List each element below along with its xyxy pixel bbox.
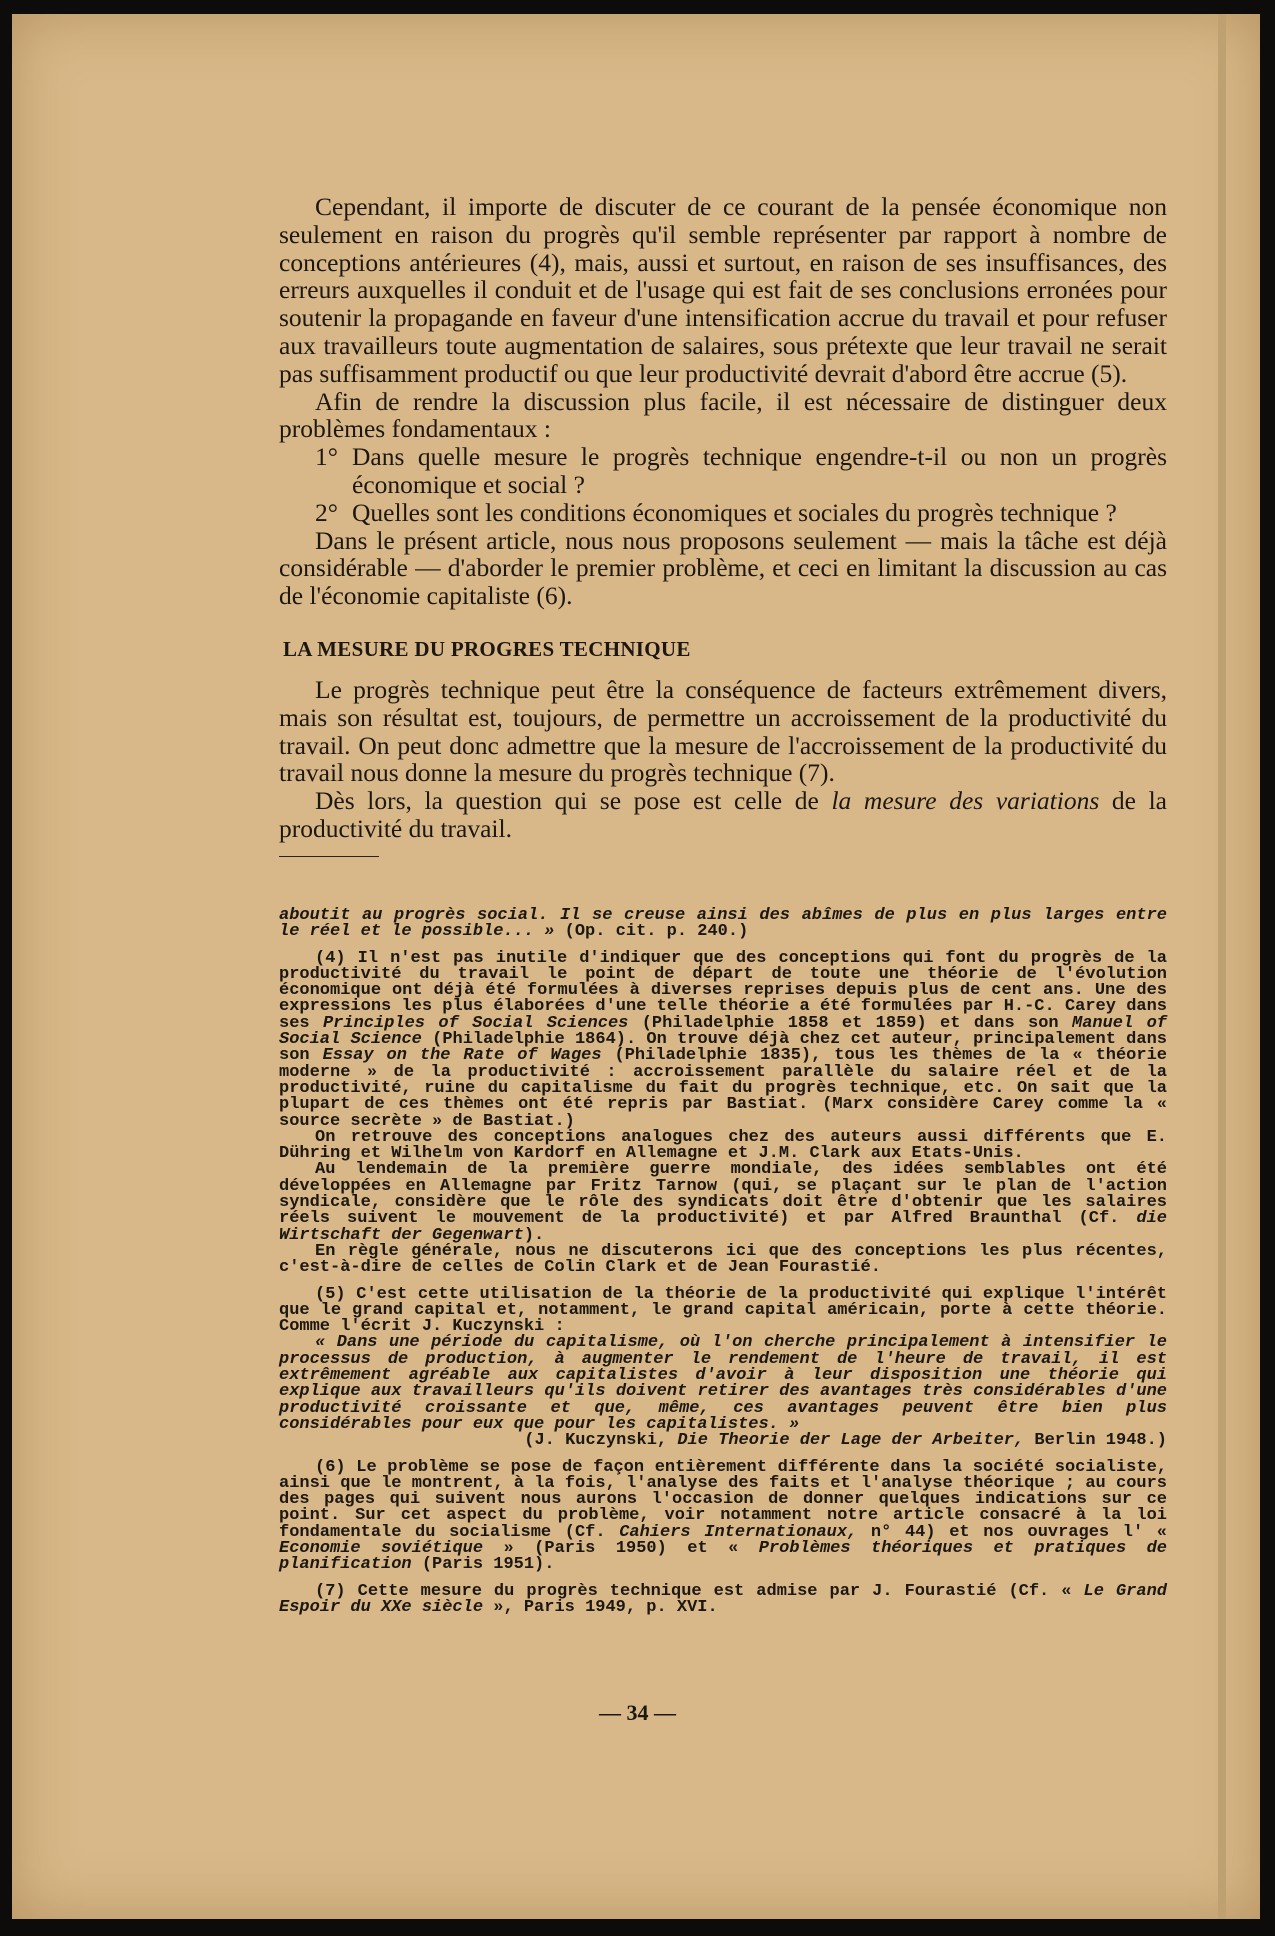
emphasis: die Wirtschaft der Gegenwart bbox=[279, 1209, 1167, 1245]
list-number: 2° bbox=[315, 497, 338, 527]
footnotes bbox=[279, 908, 1167, 1616]
text-run: » (Paris 1950) et « bbox=[483, 1538, 759, 1558]
list-text: Dans quelle mesure le progrès technique engendre-t-il ou non un progrès économique et social ? bbox=[352, 442, 1167, 499]
list-number: 1° bbox=[315, 442, 338, 472]
text-run: Dès lors, la question qui se pose est celle de bbox=[315, 786, 832, 816]
text-run: (J. Kuczynski, bbox=[524, 1431, 678, 1451]
text-run: (Philadelphie 1858 et 1859) et dans son bbox=[628, 1013, 1072, 1033]
text-run: Au lendemain de la première guerre mondiale, des idées semblables ont été développées en Allemagne par Fritz Tarnow (qui, se plaçant sur le plan de l'action syndicale, considère que le rôle des syndicats doit être d'obtenir que les salaires réels suivent le mouvement de la productivité) et par Alfred Braunthal (Cf. bbox=[279, 1160, 1167, 1229]
text-run: (Paris 1951). bbox=[411, 1555, 555, 1575]
text-run: (Philadelphie 1835), tous les thèmes de la « théorie moderne » de la productivité : accroissement parallèle du salaire réel et de la productivité, ruine du capitalisme du fait du progrès technique, etc. On sait que la plupart de ces thèmes ont été repris par Bastiat. (Marx considère Carey comme la « source secrète » de Bastiat.) bbox=[279, 1046, 1167, 1131]
text-run: ). bbox=[523, 1225, 545, 1245]
text-run: de la productivité du travail. bbox=[279, 786, 1167, 843]
emphasis: Le Grand Espoir du XXe siècle bbox=[279, 1581, 1167, 1617]
footnote-paragraph: En règle générale, nous ne discuterons ici que des conceptions les plus récentes, c'est-à-dire de celles de Colin Clark et de Jean Fourastié. bbox=[279, 1241, 1167, 1278]
footnote-continuation bbox=[279, 908, 1167, 941]
paragraph bbox=[279, 787, 1167, 843]
text-run: n° 44) et nos ouvrages l' « bbox=[857, 1522, 1167, 1542]
list-item bbox=[279, 499, 1167, 527]
paragraph: Afin de rendre la discussion plus facile, il est nécessaire de distinguer deux problèmes fondamentaux : bbox=[279, 386, 1167, 444]
text-run: (Op. cit. p. 240.) bbox=[554, 922, 749, 942]
footnote-6 bbox=[279, 1457, 1167, 1575]
emphasis: Principles of Social Sciences bbox=[322, 1013, 629, 1033]
footnote-citation bbox=[279, 1433, 1167, 1449]
footnote-rule bbox=[279, 856, 379, 857]
emphasis: Die Theorie der Lage der Arbeiter, bbox=[677, 1431, 1025, 1451]
paragraph: Le progrès technique peut être la conséquence de facteurs extrêmement divers, mais son résultat est, toujours, de permettre un accroissement de la productivité du travail. On peut donc admettre que la mesure de l'accroissement de la productivité du travail nous donne la mesure du progrès technique (7). bbox=[279, 674, 1167, 788]
page-number: — 34 — bbox=[599, 1700, 676, 1725]
text-run: », Paris 1949, p. XVI. bbox=[483, 1597, 718, 1617]
footnote-quote: « Dans une période du capitalisme, où l'on cherche principalement à intensifier le processus de production, à augmenter le rendement de l'heure de travail, il est extrêmement agréable aux capitalistes d'avoir à leur disposition une théorie qui explique aux travailleurs qu'ils doivent retirer des avantages très considérables d'une productivité croissante et que, même, ces avantages peuvent être bien plus considérables pour eux que pour les capitalistes. » bbox=[279, 1333, 1167, 1434]
footnote-paragraph: On retrouve des conceptions analogues chez des auteurs aussi différents que E. Dühring et Wilhelm von Kardorf en Allemagne et J.M. Clark aux Etats-Unis. bbox=[279, 1127, 1167, 1164]
list-item bbox=[279, 443, 1167, 499]
emphasis: Essay on the Rate of Wages bbox=[322, 1046, 602, 1066]
main-text bbox=[279, 193, 1167, 861]
section-heading: LA MESURE DU PROGRES TECHNIQUE bbox=[283, 636, 691, 661]
footnote-4 bbox=[279, 948, 1167, 1131]
text-run: (6) Le problème se pose de façon entièrement différente dans la société socialiste, ainsi que le montrent, à la fois, l'analyse des faits et l'analyse théorique ; au cours des pages qui suivent nous aurons l'occasion de donner quelques indications sur ce point. Sur cet aspect du problème, voir notamment notre article consacré à la loi fondamentale du socialisme (Cf. bbox=[279, 1457, 1167, 1542]
footnote-7 bbox=[279, 1581, 1167, 1617]
emphasis: Manuel of Social Science bbox=[279, 1013, 1167, 1050]
emphasis: la mesure des variations bbox=[831, 786, 1100, 816]
emphasis: Economie soviétique bbox=[279, 1538, 484, 1558]
text-run: Berlin 1948.) bbox=[1024, 1431, 1167, 1451]
footnote-5: (5) C'est cette utilisation de la théorie de la productivité qui explique l'intérêt que le grand capital et, notamment, le grand capital américain, porte à cette théorie. Comme l'écrit J. Kuczynski : bbox=[279, 1284, 1167, 1337]
paragraph: Dans le présent article, nous nous proposons seulement — mais la tâche est déjà considérable — d'aborder le premier problème, et ceci en limitant la discussion au cas de l'économie capitaliste (6). bbox=[279, 525, 1167, 611]
footnote-paragraph bbox=[279, 1162, 1167, 1243]
emphasis: Cahiers Internationaux, bbox=[619, 1522, 858, 1542]
text-run: (7) Cette mesure du progrès technique est admise par J. Fourastié (Cf. « bbox=[315, 1581, 1084, 1601]
list-text: Quelles sont les conditions économiques et sociales du progrès technique ? bbox=[352, 497, 1117, 527]
paragraph: Cependant, il importe de discuter de ce courant de la pensée économique non seulement en raison du progrès qu'il semble représenter par rapport à nombre de conceptions antérieures (4), mais, aussi et surtout, en raison de ses insuffisances, des erreurs auxquelles il conduit et de l'usage qui est fait de ses conclusions erronées pour soutenir la propagande en faveur d'une intensification accrue du travail et pour refuser aux travailleurs toute augmentation de salaires, sous prétexte que leur travail ne serait pas suffisamment productif ou que leur productivité devrait d'abord être accrue (5). bbox=[279, 192, 1167, 388]
emphasis: aboutit au progrès social. Il se creuse ainsi des abîmes de plus en plus larges entre le réel et le possible... » bbox=[279, 906, 1167, 942]
emphasis: Problèmes théoriques et pratiques de planification bbox=[279, 1538, 1167, 1575]
text-run: (4) Il n'est pas inutile d'indiquer que des conceptions qui font du progrès de la productivité du travail le point de départ de toute une théorie de l'évolution économique ont déjà été formulées à diverses reprises depuis plus de cent ans. Une des expressions les plus élaborées d'une telle théorie a été formulées par H.-C. Carey dans ses bbox=[279, 948, 1167, 1033]
text-run: (Philadelphie 1864). On trouve déjà chez cet auteur, principalement dans son bbox=[279, 1030, 1167, 1066]
page-fold bbox=[1218, 14, 1226, 1919]
